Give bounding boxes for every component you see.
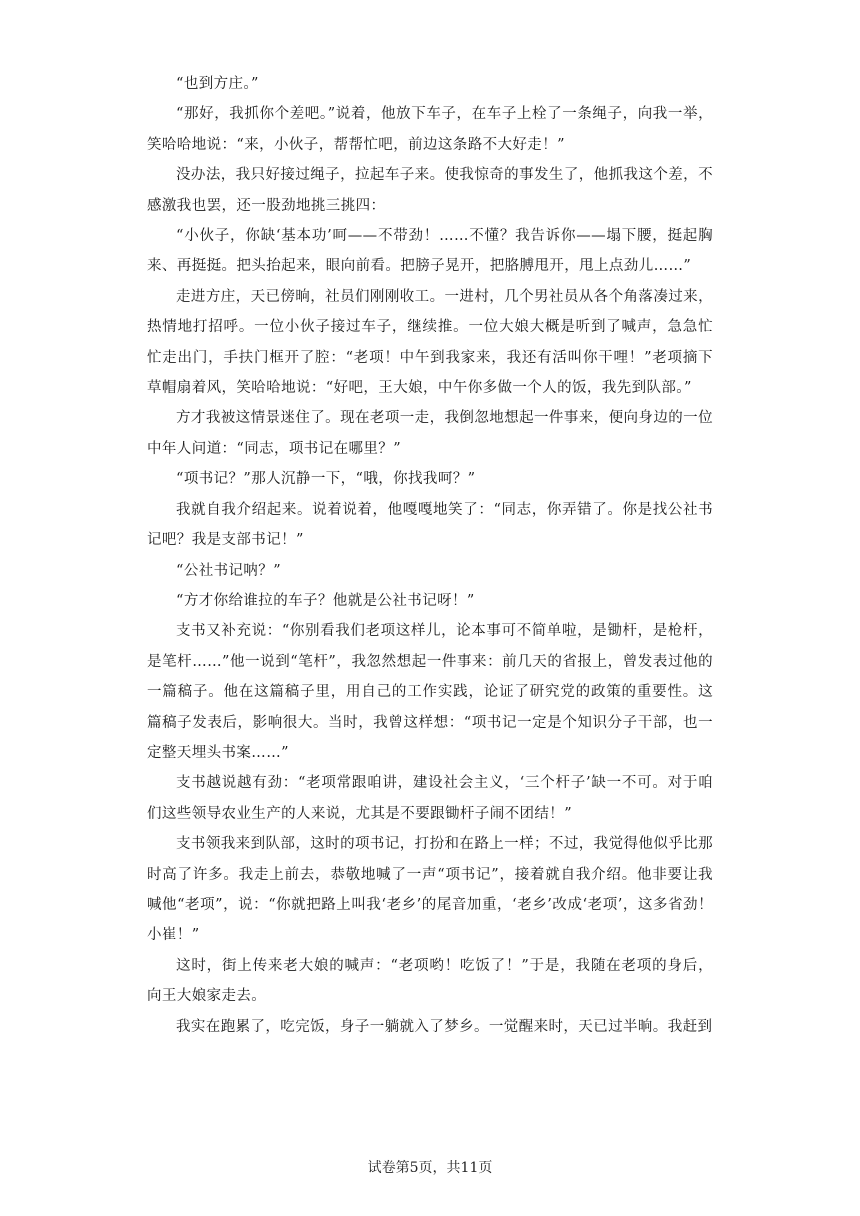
paragraph: 我就自我介绍起来。说着说着，他嘎嘎地笑了：“同志，你弄错了。你是找公社书记吧？我是支部书记！”: [147, 501, 713, 549]
paragraph: 方才我被这情景迷住了。现在老项一走，我倒忽地想起一件事来，便向身边的一位中年人问道：“同志，项书记在哪里？”: [147, 410, 713, 457]
paragraph: 支书又补充说：“你别看我们老项这样儿，论本事可不简单啦，是锄杆，是枪杆，是笔杆……”他一说到“笔杆”，我忽然想起一件事来：前几天的省报上，曾发表过他的一篇稿子。他在这篇稿子里，用自己的工作实践，论证了研究党的政策的重要性。这篇稿子发表后，影响很大。当时，我曾这样想：“项书记一定是个知识分子干部，也一定整天埋头书案……”: [147, 623, 713, 761]
paragraph: 支书领我来到队部，这时的项书记，打扮和在路上一样；不过，我觉得他似乎比那时高了许多。我走上前去，恭敬地喊了一声“项书记”，接着就自我介绍。他非要让我喊他“老项”，说：“你就把路上叫我‘老乡’的尾音加重，‘老乡’改成‘老项’，这多省劲！小崔！”: [147, 836, 713, 944]
paragraph: “方才你给谁拉的车子？他就是公社书记呀！”: [176, 592, 475, 609]
story-text: [147, 69, 713, 1042]
paragraph: “小伙子，你缺‘基本功’呵——不带劲！……不懂？我告诉你——塌下腰，挺起胸来、再挺挺。把头抬起来，眼向前看。把膀子晃开，把胳膊甩开，甩上点劲儿……”: [147, 228, 713, 275]
paragraph: “项书记？”那人沉静一下，“哦，你找我呵？”: [176, 471, 476, 488]
paragraph: 支书越说越有劲：“老项常跟咱讲，建设社会主义，‘三个杆子’缺一不可。对于咱们这些领导农业生产的人来说，尤其是不要跟锄杆子闹不团结！”: [147, 775, 713, 822]
paragraph: “也到方庄。”: [176, 76, 259, 92]
paragraph: “那好，我抓你个差吧。”说着，他放下车子，在车子上栓了一条绳子，向我一举，笑哈哈地说：“来，小伙子，帮帮忙吧，前边这条路不大好走！”: [147, 106, 713, 153]
paragraph: 我实在跑累了，吃完饭，身子一躺就入了梦乡。一觉醒来时，天已过半晌。我赶到: [176, 1018, 713, 1035]
paragraph: 这时，街上传来老大娘的喊声：“老项哟！吃饭了！”于是，我随在老项的身后，向王大娘家走去。: [147, 957, 713, 1005]
paragraph: “公社书记呐？”: [176, 562, 282, 579]
paragraph: 走进方庄，天已傍晌，社员们刚刚收工。一进村，几个男社员从各个角落凑过来，热情地打招呼。一位小伙子接过车子，继续推。一位大娘大概是听到了喊声，急急忙忙走出门，手扶门框开了腔：“老项！中午到我家来，我还有活叫你干哩！”老项摘下草帽扇着风，笑哈哈地说：“好吧，王大娘，中午你多做一个人的饭，我先到队部。”: [147, 288, 713, 397]
page-footer: 试卷第5页，共11页: [367, 1160, 493, 1176]
paragraph: 没办法，我只好接过绳子，拉起车子来。使我惊奇的事发生了，他抓我这个差，不感激我也罢，还一股劲地挑三挑四：: [147, 167, 713, 214]
